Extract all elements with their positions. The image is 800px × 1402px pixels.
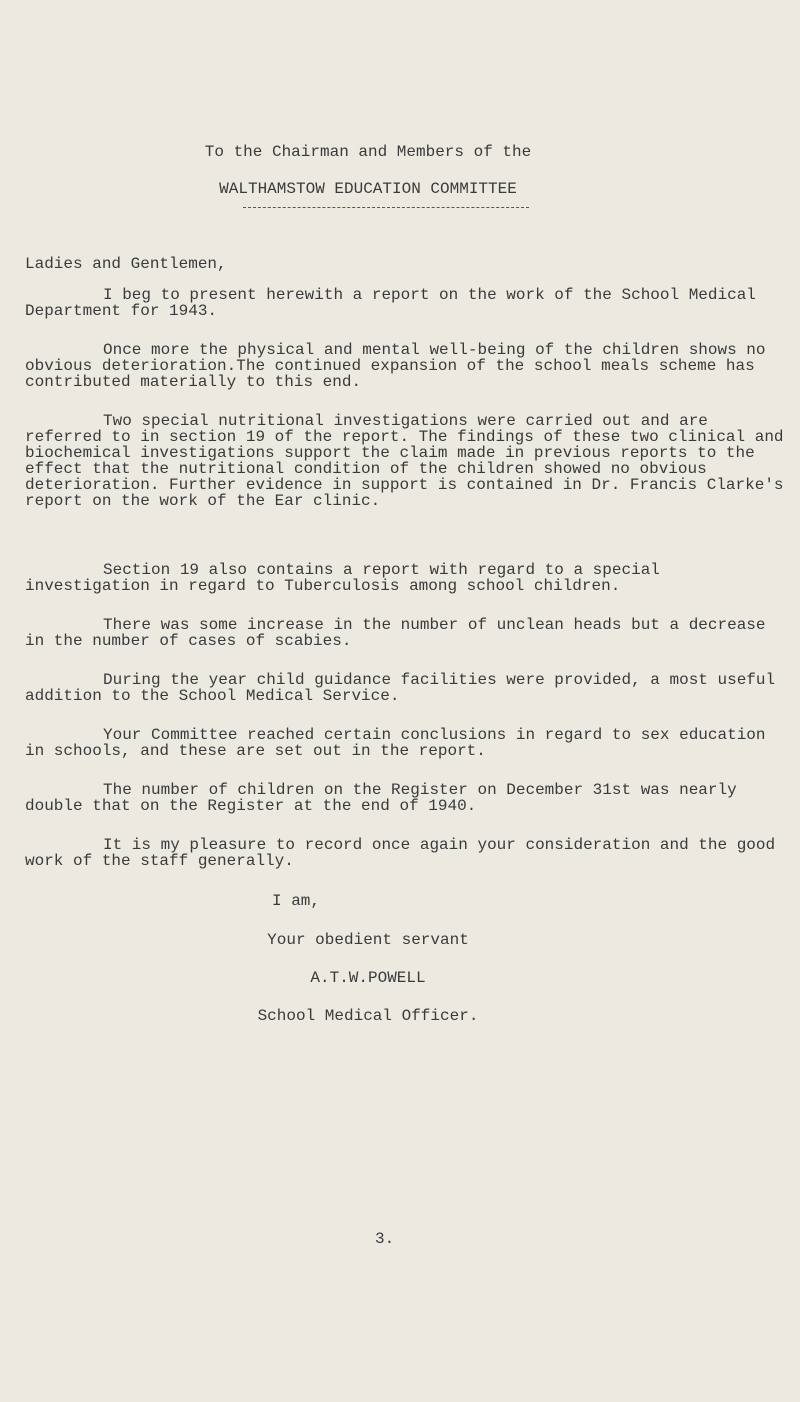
signatory-title: School Medical Officer.	[257, 1007, 479, 1025]
paragraph-6: During the year child guidance facilities were provided, a most useful addition to the School Medical Service.	[25, 671, 776, 705]
paragraph-4: Section 19 also contains a report with regard to a special investigation in regard to Tuberculosis among school children.	[25, 561, 660, 595]
paragraph-5: There was some increase in the number of unclean heads but a decrease in the number of cases of scabies.	[25, 616, 766, 650]
header-divider	[243, 207, 529, 208]
salutation: Ladies and Gentlemen,	[25, 255, 227, 273]
header-line-1: To the Chairman and Members of the	[204, 143, 532, 161]
paragraph-8: The number of children on the Register on December 31st was nearly double that on the Register at the end of 1940.	[25, 781, 737, 815]
page-number: 3.	[375, 1230, 395, 1248]
header-line-2: WALTHAMSTOW EDUCATION COMMITTEE	[219, 180, 517, 198]
paragraph-1: I beg to present herewith a report on the work of the School Medical Department for 1943.	[25, 286, 756, 320]
signatory-name: A.T.W.POWELL	[310, 969, 426, 987]
closing-i-am: I am,	[272, 892, 321, 910]
paragraph-3: Two special nutritional investigations were carried out and are referred to in section 19 of the report. The findings of these two clinical and biochemical investigations support the claim made in previous reports to the effect that the nutritional condition of the children showed no obvious deterioration. Further evidence in support is contained in Dr. Francis Clarke's report on the work of the Ear clinic.	[25, 412, 784, 510]
paragraph-2: Once more the physical and mental well-being of the children shows no obvious deterioration.The continued expansion of the school meals scheme has contributed materially to this end.	[25, 341, 766, 391]
paragraph-7: Your Committee reached certain conclusions in regard to sex education in schools, and these are set out in the report.	[25, 726, 766, 760]
closing-servant: Your obedient servant	[267, 931, 469, 949]
paragraph-9: It is my pleasure to record once again your consideration and the good work of the staff generally.	[25, 836, 776, 870]
